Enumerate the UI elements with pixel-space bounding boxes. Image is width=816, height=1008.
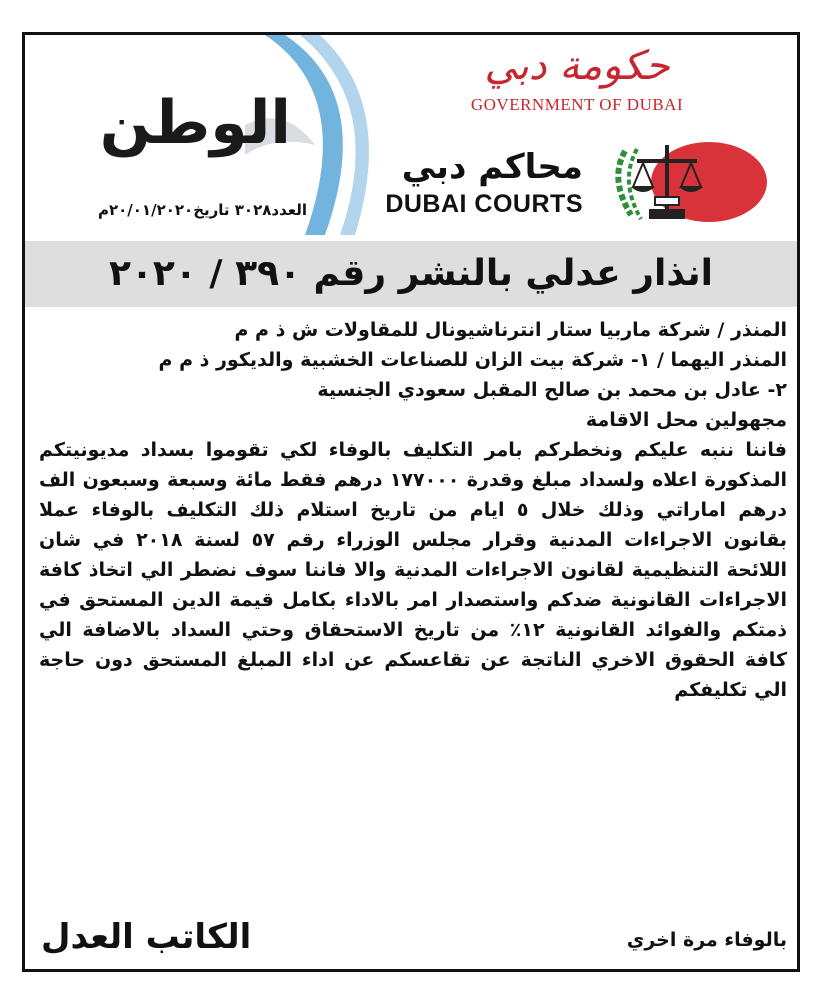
notice-title-bar <box>25 241 797 307</box>
unknown-residence-line: مجهولين محل الاقامة <box>585 409 787 431</box>
government-name-arabic: حكومة دبي <box>484 43 670 89</box>
closing-line: بالوفاء مرة اخري <box>626 929 787 951</box>
government-name-english: GOVERNMENT OF DUBAI <box>470 95 684 114</box>
warner-line: المنذر / شركة ماربيا ستار انترناشيونال للمقاولات ش ذ م م <box>234 319 787 341</box>
courts-name-english: DUBAI COURTS <box>385 190 583 218</box>
notary-signature: الكاتب العدل <box>41 917 252 957</box>
courts-name-arabic: محاكم دبي <box>401 147 583 187</box>
warned-party-1: المنذر اليهما / ١- شركة بيت الزان للصناعات الخشبية والديكور ذ م م <box>158 349 787 371</box>
scales-of-justice-emblem-icon <box>597 139 769 225</box>
notice-title: انذار عدلي بالنشر رقم ٣٩٠ / ٢٠٢٠ <box>108 253 713 294</box>
dubai-courts-wordmark <box>363 145 583 219</box>
notice-body <box>39 315 787 705</box>
notice-header <box>25 35 797 237</box>
notice-paragraph: فاننا ننبه عليكم ونخطركم بامر التكليف بالوفاء لكي تقوموا بسداد مديونيتكم المذكورة اعلاه ولسداد مبلغ وقدرة ١٧٧٠٠٠ درهم فقط مائة وسبعة وسبعون الف درهم اماراتي وذلك خلال ٥ ايام من تاريخ استلام ذلك التكليف بالوفاء عملا بقانون الاجراءات المدنية وقرار مجلس الوزراء رقم ٥٧ لسنة ٢٠١٨ في شان اللائحة التنظيمية لقانون الاجراءات المدنية والا فاننا سوف نضطر الي اتخاذ كافة الاجراءات القانونية ضدكم واستصدار امر بالاداء بكامل قيمة الدين المستحق في ذمتكم والفوائد القانونية ١٢٪ من تاريخ الاستحقاق وحتي السداد بالاضافة الي كافة الحقوق الاخري الناتجة عن تقاعسكم عن اداء المبلغ المستحق دون حاجة الي تكليفكم <box>39 439 788 701</box>
notice-frame <box>22 32 800 972</box>
issue-number-and-date: العدد٣٠٢٨ تاريخ٢٠/٠١/٢٠٢٠م <box>97 201 307 219</box>
government-of-dubai-logo <box>447 41 707 115</box>
warned-party-2: ٢- عادل بن محمد بن صالح المقبل سعودي الجنسية <box>317 379 787 401</box>
newspaper-name: الوطن <box>99 88 291 158</box>
